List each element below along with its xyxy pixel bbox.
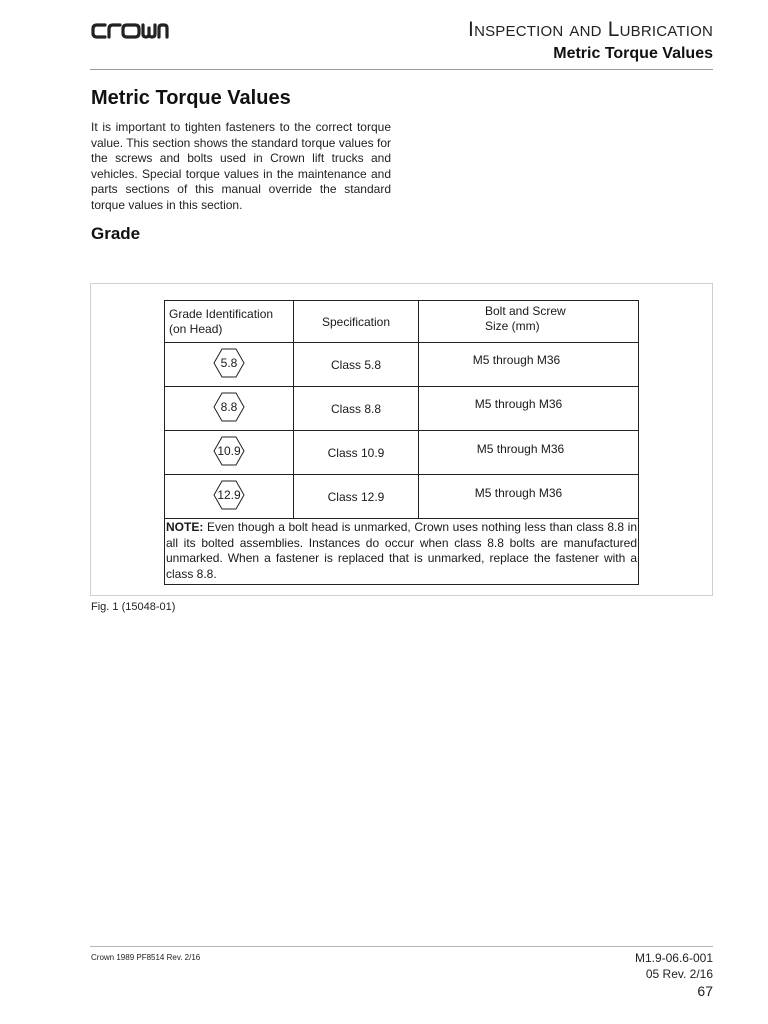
header-divider (90, 69, 713, 70)
table-row (165, 475, 639, 519)
crown-logo (91, 20, 169, 42)
page-heading: Metric Torque Values (91, 87, 291, 109)
footer-copyright: Crown 1989 PF8514 Rev. 2/16 (91, 953, 201, 962)
specification-cell: Class 10.9 (294, 431, 419, 475)
grade-mark-cell (165, 387, 294, 431)
size-text: M5 through M36 (472, 352, 561, 367)
page-number: 67 (697, 983, 713, 999)
size-text: M5 through M36 (474, 396, 563, 411)
head-mark-label: 10.9 (217, 444, 241, 458)
note-label: NOTE: (166, 520, 204, 534)
header-grade-identification (165, 301, 294, 343)
size-cell (419, 387, 639, 431)
size-text: M5 through M36 (474, 485, 563, 500)
header-bolt-size (419, 301, 639, 343)
note-text: Even though a bolt head is unmarked, Crown uses nothing less than class 8.8 in all its bolted assemblies. Instances do occur when class 8.8 bolts are manufactured unmarked. When a fastener is replaced that is unmarked, replace the fastener with a class 8.8. (166, 520, 637, 581)
head-mark-label: 5.8 (220, 356, 238, 370)
table-row (165, 387, 639, 431)
hex-bolt-head-icon (213, 436, 245, 466)
note-row (165, 519, 639, 585)
specification-cell: Class 8.8 (294, 387, 419, 431)
grade-heading: Grade (91, 224, 141, 243)
grade-mark-cell (165, 343, 294, 387)
header-specification: Specification (294, 301, 419, 343)
size-cell (419, 475, 639, 519)
head-mark-label: 12.9 (217, 488, 241, 502)
note-cell (165, 519, 639, 585)
header-size-line2: Size (mm) (485, 318, 540, 333)
specification-cell: Class 5.8 (294, 343, 419, 387)
size-text: M5 through M36 (476, 441, 565, 456)
intro-paragraph: It is important to tighten fasteners to the correct torque value. This section shows the standard torque values for the screws and bolts used in Crown lift trucks and vehicles. Special torque values in the maintenance and parts sections of this manual override the standard torque values in this section. (91, 120, 391, 212)
table-row (165, 431, 639, 475)
grade-mark-cell (165, 475, 294, 519)
hex-bolt-head-icon (213, 480, 245, 510)
header-size-line1: Bolt and Screw (485, 303, 566, 318)
grade-table (164, 300, 639, 585)
header-subtitle: Metric Torque Values (553, 45, 713, 62)
hex-bolt-head-icon (213, 392, 245, 422)
figure-caption: Fig. 1 (15048-01) (91, 601, 176, 613)
hex-bolt-head-icon (213, 348, 245, 378)
head-mark-label: 8.8 (220, 400, 238, 414)
size-cell (419, 431, 639, 475)
footer-revision: 05 Rev. 2/16 (645, 967, 713, 981)
specification-cell: Class 12.9 (294, 475, 419, 519)
header-grade-id-line2: (on Head) (169, 321, 223, 336)
header-grade-id-line1: Grade Identification (169, 306, 274, 321)
grade-mark-cell (165, 431, 294, 475)
section-title: Inspection and Lubrication (468, 18, 713, 41)
table-header-row (165, 301, 639, 343)
footer-doc-number: M1.9-06.6-001 (634, 951, 713, 965)
size-cell (419, 343, 639, 387)
footer-divider (90, 946, 713, 947)
table-row (165, 343, 639, 387)
